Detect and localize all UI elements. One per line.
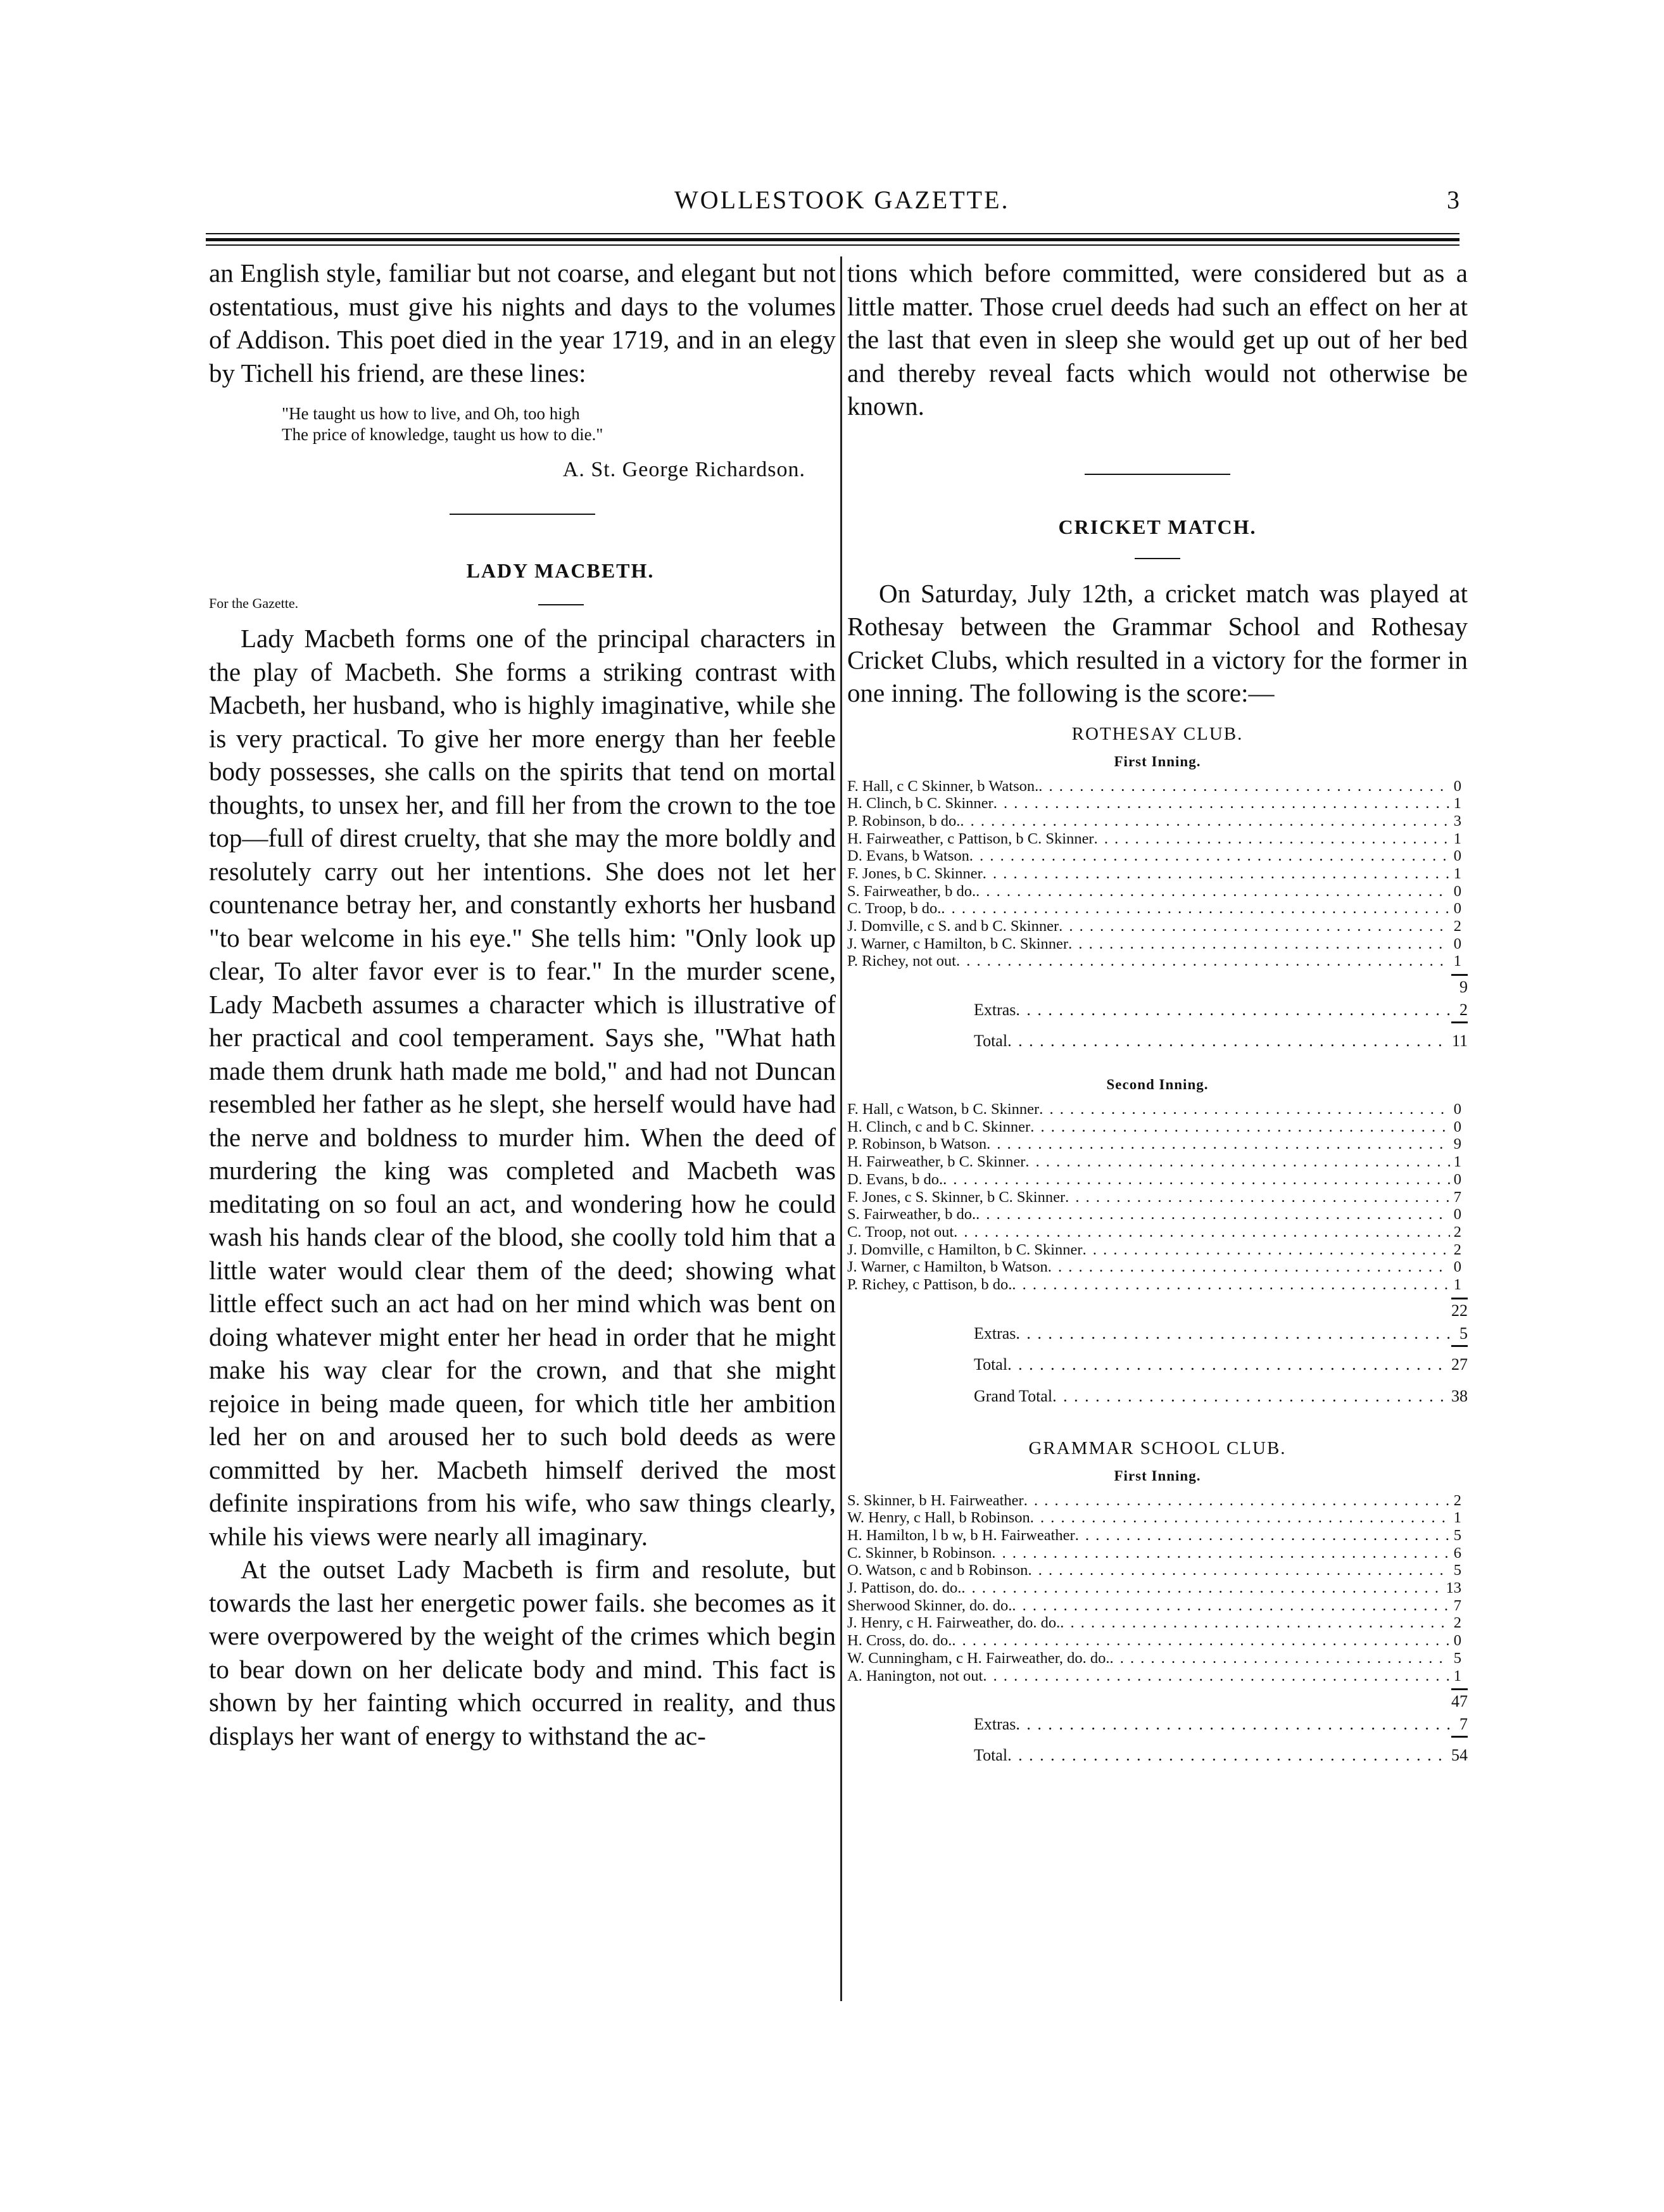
leader-dots <box>1024 1492 1450 1510</box>
runs-scored: 0 <box>1453 1118 1461 1135</box>
total-label: Total <box>974 1746 1008 1765</box>
leader-dots <box>943 1171 1450 1189</box>
extras-value: 5 <box>1459 1324 1468 1343</box>
leader-dots <box>1025 1153 1449 1171</box>
total-value: 11 <box>1451 1032 1468 1051</box>
grand-total-value: 38 <box>1451 1386 1468 1405</box>
leader-dots <box>1007 1744 1447 1767</box>
batsman-dismissal: F. Jones, b C. Skinner <box>847 864 983 882</box>
title-underline <box>1135 558 1180 559</box>
runs-scored: 2 <box>1453 1491 1461 1509</box>
runs-scored: 1 <box>1453 1153 1461 1171</box>
runs-scored: 1 <box>1453 1509 1461 1527</box>
leader-dots <box>954 1223 1450 1241</box>
leader-dots <box>1030 1118 1450 1136</box>
leader-dots <box>952 1632 1449 1650</box>
batsman-row <box>847 1579 1461 1597</box>
batsman-dismissal: J. Domville, c Hamilton, b C. Skinner <box>847 1241 1083 1258</box>
batsman-row <box>847 1135 1461 1153</box>
article-paragraph: At the outset Lady Macbeth is firm and resolute, but towards the last her energetic power fails. she becomes as it were overpowered by the weight of the crimes which begin to bear down on her delicate body and mind. This fact is shown by her fainting which occurred in reality, and thus displays her want of energy to withstand the ac- <box>209 1555 836 1750</box>
batsman-dismissal: P. Robinson, b do. <box>847 812 961 830</box>
left-column <box>209 256 836 2011</box>
leader-dots <box>1012 1597 1449 1615</box>
total-value: 54 <box>1451 1746 1468 1765</box>
leader-dots <box>1012 1276 1449 1294</box>
batsman-dismissal: S. Fairweather, b do. <box>847 1206 976 1223</box>
runs-scored: 1 <box>1453 830 1461 847</box>
runs-scored: 2 <box>1453 1223 1461 1241</box>
extras-row <box>847 999 1468 1021</box>
runs-scored: 0 <box>1453 777 1461 795</box>
running-title: WOLLESTOOK GAZETTE. <box>674 186 1010 214</box>
leader-dots <box>1016 999 1456 1021</box>
runs-scored: 0 <box>1453 900 1461 918</box>
verse-line: "He taught us how to live, and Oh, too high <box>282 404 580 423</box>
batsman-row <box>847 865 1461 883</box>
extras-value: 2 <box>1459 1001 1468 1020</box>
leader-dots <box>956 952 1450 970</box>
batsman-row <box>847 900 1461 918</box>
batsman-dismissal: H. Clinch, c and b C. Skinner <box>847 1118 1031 1135</box>
inning-subtotal: 22 <box>1451 1298 1468 1322</box>
batsman-row <box>847 1206 1461 1223</box>
verse-line: The price of knowledge, taught us how to die." <box>282 425 603 444</box>
inning-heading: First Inning. <box>1114 753 1201 769</box>
leader-dots <box>1110 1650 1450 1667</box>
grand-total-label: Grand Total <box>974 1386 1053 1405</box>
batsman-dismissal: O. Watson, c and b Robinson <box>847 1562 1028 1579</box>
page-header <box>206 185 1459 223</box>
extras-label: Extras <box>974 1001 1016 1020</box>
batsman-row <box>847 952 1461 970</box>
leader-dots <box>1016 1713 1456 1736</box>
total-rule <box>1451 1736 1468 1738</box>
batsman-dismissal: J. Henry, c H. Fairweather, do. do. <box>847 1614 1061 1632</box>
for-the-gazette-note: For the Gazette. <box>209 595 299 611</box>
batsman-dismissal: F. Jones, c S. Skinner, b C. Skinner <box>847 1188 1066 1206</box>
inning-heading: First Inning. <box>1114 1467 1201 1484</box>
batsman-dismissal: F. Hall, c C Skinner, b Watson. <box>847 777 1039 795</box>
batsman-row <box>847 935 1461 953</box>
batsman-dismissal: A. Hanington, not out <box>847 1667 983 1684</box>
leader-dots <box>993 795 1450 812</box>
leader-dots <box>1094 830 1450 848</box>
batsman-row <box>847 1189 1461 1206</box>
batsman-row <box>847 1597 1461 1615</box>
leader-dots <box>1038 778 1450 795</box>
batsman-dismissal: W. Cunningham, c H. Fairweather, do. do. <box>847 1649 1110 1667</box>
total-value: 27 <box>1451 1355 1468 1374</box>
batsman-row <box>847 1153 1461 1171</box>
runs-scored: 0 <box>1453 1101 1461 1118</box>
batsman-row <box>847 883 1461 901</box>
addison-paragraph: an English style, familiar but not coarse, and elegant but not ostentatious, must give his nights and days to the volumes of Addison. This poet died in the year 1719, and in an elegy by Tichell his friend, are these lines: <box>209 258 836 388</box>
header-rule-thin-lower <box>206 244 1459 246</box>
extras-label: Extras <box>974 1715 1016 1734</box>
batsman-dismissal: P. Robinson, b Watson <box>847 1135 987 1153</box>
leader-dots <box>992 1545 1449 1562</box>
batsman-dismissal: S. Skinner, b H. Fairweather <box>847 1491 1024 1509</box>
batsman-row <box>847 1509 1461 1527</box>
leader-dots <box>986 1135 1450 1153</box>
leader-dots <box>976 883 1450 901</box>
batsman-row <box>847 795 1461 812</box>
runs-scored: 0 <box>1453 847 1461 865</box>
runs-scored: 6 <box>1453 1544 1461 1562</box>
article-title: LADY MACBETH. <box>466 559 655 582</box>
rothesay-second-inning-table <box>847 1101 1461 1294</box>
leader-dots <box>983 1667 1449 1685</box>
batsman-row <box>847 1667 1461 1685</box>
leader-dots <box>976 1206 1450 1223</box>
runs-scored: 2 <box>1453 1241 1461 1258</box>
runs-scored: 1 <box>1453 795 1461 812</box>
runs-scored: 0 <box>1453 1206 1461 1223</box>
batsman-dismissal: W. Henry, c Hall, b Robinson <box>847 1509 1030 1527</box>
leader-dots <box>1059 918 1450 935</box>
batsman-row <box>847 1632 1461 1650</box>
leader-dots <box>1016 1322 1456 1345</box>
batsman-dismissal: H. Fairweather, c Pattison, b C. Skinner <box>847 830 1094 847</box>
header-rule-thin <box>206 233 1459 234</box>
batsman-row <box>847 1258 1461 1276</box>
batsman-dismissal: C. Troop, not out <box>847 1223 954 1241</box>
batsman-row <box>847 1562 1461 1579</box>
leader-dots <box>1083 1241 1450 1259</box>
leader-dots <box>1039 1101 1450 1118</box>
runs-scored: 7 <box>1453 1596 1461 1614</box>
page-number: 3 <box>1447 186 1459 214</box>
column-divider <box>840 256 842 2001</box>
batsman-dismissal: J. Warner, c Hamilton, b C. Skinner <box>847 935 1069 952</box>
title-underline <box>538 604 584 605</box>
article-paragraph: Lady Macbeth forms one of the principal characters in the play of Macbeth. She forms a striking contrast with Macbeth, her husband, who is highly imaginative, while she is very practical. To give her more energy than her feeble body possesses, she calls on the spirits that tend on mortal thoughts, to unsex her, and fill her from the crown to the toe top—full of direst cruelty, that she may the more boldly and resolutely carry out her intentions. She does not let her countenance betray her, and constantly exhorts her husband "to bear welcome in his eye." She tells him: "Only look up clear, To alter favor ever is to fear." In the murder scene, Lady Macbeth assumes a character which is illustrative of her practical and cool temperament. Says she, "What hath made them drunk hath made me bold," and had not Duncan resembled her father as he slept, she herself would have had the nerve and boldness to murder him. When the deed of murdering the king was completed and Macbeth was meditating on so foul an act, and wondering how he could wash his hands clear of the blood, she coolly told him that a little water would clear them of the deed; showing what little effect such an act had on her mind which was bent on doing whatever might enter her head in order that he might make his way clear for the crown, and that she might rejoice in being made queen, for which title her ambition led her on and aroused her to such bold deeds as were committed by her. Macbeth himself derived the most definite inspirations from his wife, who saw things clearly, while his views were nearly all imaginary. <box>209 624 836 1551</box>
batsman-row <box>847 778 1461 795</box>
header-rule-thick <box>206 238 1459 241</box>
batsman-row <box>847 830 1461 848</box>
batsman-dismissal: D. Evans, b do. <box>847 1170 943 1188</box>
batsman-dismissal: J. Domville, c S. and b C. Skinner <box>847 918 1059 935</box>
extras-row <box>847 1713 1468 1736</box>
runs-scored: 0 <box>1453 882 1461 900</box>
runs-scored: 1 <box>1453 1667 1461 1684</box>
inning-subtotal: 9 <box>1451 974 1468 999</box>
cricket-title: CRICKET MATCH. <box>1058 515 1257 538</box>
total-row <box>847 1744 1468 1767</box>
leader-dots <box>969 847 1450 865</box>
batsman-row <box>847 847 1461 865</box>
batsman-row <box>847 1171 1461 1189</box>
runs-scored: 5 <box>1453 1527 1461 1544</box>
extras-value: 7 <box>1459 1715 1468 1734</box>
batsman-row <box>847 1223 1461 1241</box>
grand-total-row <box>847 1385 1468 1408</box>
total-label: Total <box>974 1032 1008 1051</box>
total-row <box>847 1353 1468 1376</box>
total-rule <box>1451 1345 1468 1347</box>
leader-dots <box>1007 1030 1448 1052</box>
runs-scored: 0 <box>1453 1170 1461 1188</box>
batsman-row <box>847 1241 1461 1259</box>
inning-heading: Second Inning. <box>1106 1077 1209 1093</box>
inning-subtotal: 47 <box>1451 1688 1468 1713</box>
grammar-school-club-heading: GRAMMAR SCHOOL CLUB. <box>1028 1438 1287 1458</box>
right-column <box>847 256 1468 2011</box>
batsman-dismissal: F. Hall, c Watson, b C. Skinner <box>847 1101 1040 1118</box>
author-signature: A. St. George Richardson. <box>562 458 805 481</box>
batsman-row <box>847 1527 1461 1545</box>
leader-dots <box>961 1579 1442 1597</box>
runs-scored: 2 <box>1453 1614 1461 1632</box>
leader-dots <box>983 865 1450 883</box>
batsman-row <box>847 812 1461 830</box>
total-label: Total <box>974 1355 1008 1374</box>
leader-dots <box>1052 1385 1447 1408</box>
runs-scored: 1 <box>1453 864 1461 882</box>
extras-label: Extras <box>974 1324 1016 1343</box>
runs-scored: 5 <box>1453 1562 1461 1579</box>
batsman-row <box>847 1614 1461 1632</box>
batsman-dismissal: J. Pattison, do. do. <box>847 1579 962 1597</box>
batsman-dismissal: D. Evans, b Watson <box>847 847 969 865</box>
rothesay-club-heading: ROTHESAY CLUB. <box>1071 723 1244 744</box>
batsman-row <box>847 1276 1461 1294</box>
total-rule <box>1451 1021 1468 1023</box>
rothesay-first-inning-table <box>847 778 1461 971</box>
batsman-dismissal: C. Skinner, b Robinson <box>847 1544 992 1562</box>
batsman-dismissal: S. Fairweather, b do. <box>847 882 976 900</box>
batsman-dismissal: H. Cross, do. do. <box>847 1632 952 1650</box>
runs-scored: 0 <box>1453 1632 1461 1650</box>
runs-scored: 1 <box>1453 952 1461 970</box>
runs-scored: 7 <box>1453 1188 1461 1206</box>
leader-dots <box>1007 1353 1447 1376</box>
section-divider <box>450 514 595 515</box>
section-divider <box>1085 474 1230 475</box>
runs-scored: 5 <box>1453 1649 1461 1667</box>
leader-dots <box>1060 1614 1449 1632</box>
leader-dots <box>1030 1509 1450 1527</box>
batsman-row <box>847 1101 1461 1118</box>
batsman-row <box>847 918 1461 935</box>
continued-paragraph: tions which before committed, were considered but as a little matter. Those cruel deeds had such an effect on her at the last that even in sleep she would get up out of her bed and thereby reveal facts which would not otherwise be known. <box>847 258 1468 420</box>
runs-scored: 9 <box>1453 1135 1461 1153</box>
batsman-row <box>847 1118 1461 1136</box>
batsman-dismissal: H. Clinch, b C. Skinner <box>847 795 993 812</box>
leader-dots <box>1028 1562 1449 1579</box>
leader-dots <box>1065 1189 1450 1206</box>
batsman-dismissal: H. Hamilton, l b w, b H. Fairweather <box>847 1527 1075 1544</box>
leader-dots <box>1075 1527 1450 1545</box>
leader-dots <box>1048 1258 1450 1276</box>
quoted-verse <box>282 403 836 445</box>
batsman-row <box>847 1492 1461 1510</box>
batsman-dismissal: Sherwood Skinner, do. do. <box>847 1596 1012 1614</box>
grammar-first-inning-table <box>847 1492 1461 1685</box>
runs-scored: 2 <box>1453 918 1461 935</box>
leader-dots <box>941 900 1449 918</box>
runs-scored: 0 <box>1453 935 1461 952</box>
batsman-dismissal: H. Fairweather, b C. Skinner <box>847 1153 1026 1171</box>
runs-scored: 3 <box>1453 812 1461 830</box>
batsman-dismissal: J. Warner, c Hamilton, b Watson <box>847 1258 1048 1276</box>
batsman-dismissal: C. Troop, b do. <box>847 900 942 918</box>
cricket-intro: On Saturday, July 12th, a cricket match was played at Rothesay between the Grammar School and Rothesay Cricket Clubs, which resulted in a victory for the former in one inning. The following is the score:— <box>847 578 1468 707</box>
batsman-row <box>847 1545 1461 1562</box>
batsman-dismissal: P. Richey, not out <box>847 952 956 970</box>
runs-scored: 13 <box>1446 1579 1461 1597</box>
extras-row <box>847 1322 1468 1345</box>
runs-scored: 1 <box>1453 1275 1461 1293</box>
total-row <box>847 1030 1468 1052</box>
leader-dots <box>960 812 1449 830</box>
runs-scored: 0 <box>1453 1258 1461 1276</box>
leader-dots <box>1068 935 1450 953</box>
batsman-dismissal: P. Richey, c Pattison, b do. <box>847 1275 1012 1293</box>
batsman-row <box>847 1650 1461 1667</box>
